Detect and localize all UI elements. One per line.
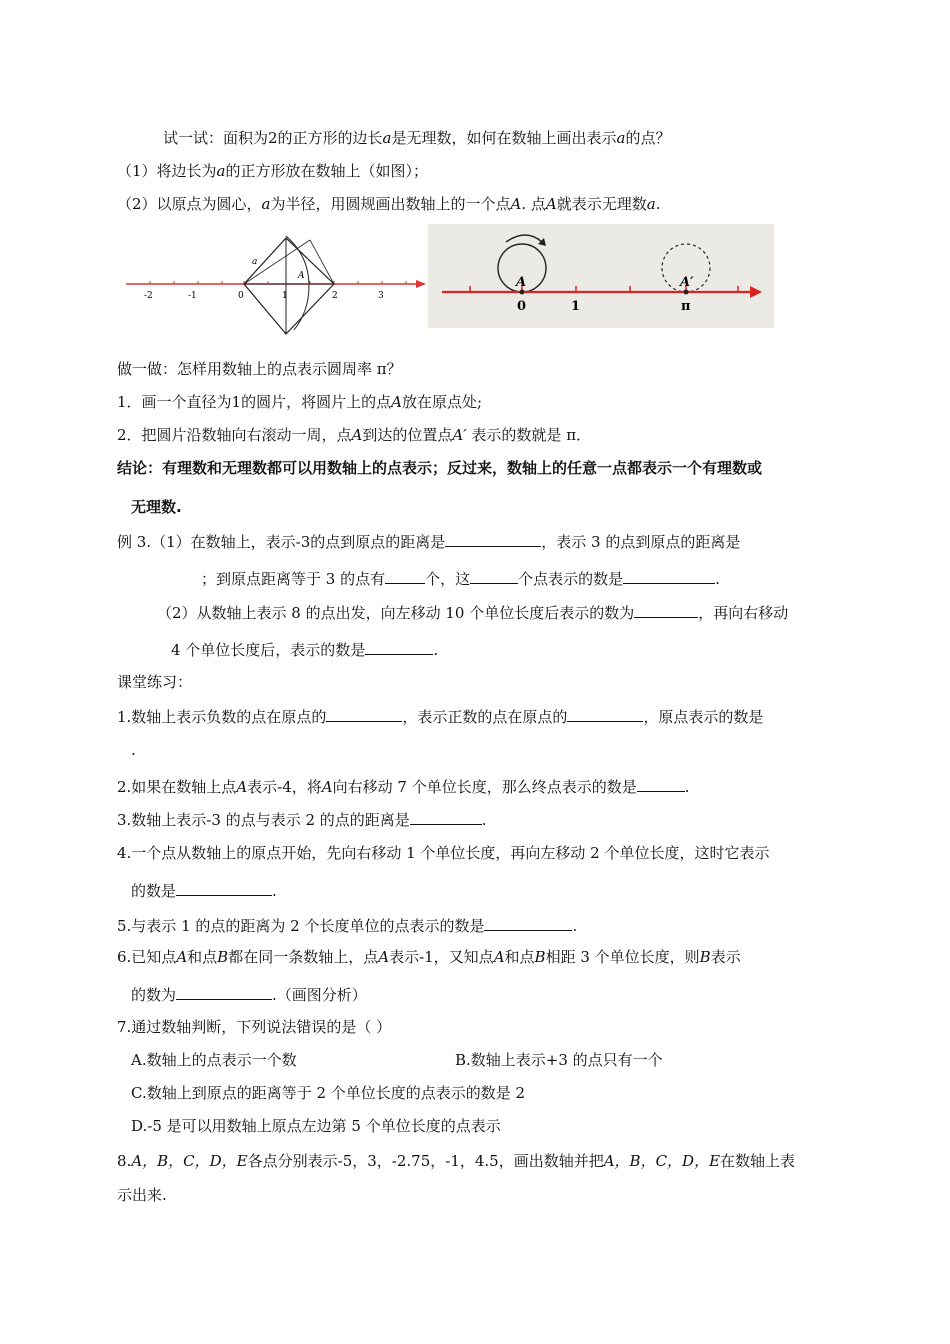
text: 就表示无理数 — [556, 195, 647, 213]
try-it-step1 — [117, 161, 428, 181]
text: ，表示 3 的点到原点的距离是 — [541, 533, 741, 551]
text: （2）从数轴上表示 8 的点出发，向左移动 10 个单位长度后表示的数为 — [157, 604, 635, 622]
text: 向右移动 7 个单位长度，那么终点表示的数是 — [332, 778, 637, 796]
rolling-circle-figure — [428, 224, 774, 328]
text: 的数是 — [131, 882, 177, 900]
text: 8. — [117, 1152, 132, 1170]
practice-q7: 7.通过数轴判断，下列说法错误的是（ ） — [117, 1018, 392, 1036]
practice-q5 — [117, 914, 577, 936]
var-A-prime: A′ — [452, 426, 467, 444]
try-it-step2 — [117, 194, 661, 214]
practice-q2 — [117, 775, 690, 797]
var-A: A — [510, 195, 522, 213]
text: 试一试：面积为2的正方形的边长 — [163, 129, 383, 147]
answer-blank[interactable] — [176, 983, 272, 1000]
text: . — [272, 882, 277, 900]
q7-option-B[interactable]: B.数轴上表示+3 的点只有一个 — [455, 1051, 663, 1069]
text: 6.已知点 — [117, 948, 177, 966]
tick-pi: π — [681, 299, 691, 314]
answer-blank[interactable] — [176, 879, 272, 896]
text: 表示的数就是 π． — [466, 426, 592, 444]
conclusion-label: 结论： — [117, 459, 163, 477]
text: 都在同一条数轴上，点 — [228, 948, 379, 966]
text: . — [715, 570, 720, 588]
var-A: A — [391, 393, 402, 411]
text: 1．画一个直径为1的圆片，将圆片上的点 — [117, 393, 392, 411]
text: 放在原点处; — [401, 393, 482, 411]
tick-label: 1 — [282, 291, 288, 301]
axis-arrow — [416, 280, 426, 288]
text: 2.如果在数轴上点 — [117, 778, 237, 796]
text: ；到原点距离等于 3 的点有 — [201, 570, 386, 588]
conclusion-line1 — [117, 458, 762, 478]
text: . — [684, 778, 690, 796]
figure-background — [428, 224, 774, 328]
practice-q1-end: . — [131, 741, 136, 759]
answer-blank[interactable] — [567, 705, 643, 722]
text: ，表示正数的点在原点的 — [402, 708, 568, 726]
tick-label: -1 — [188, 291, 197, 301]
practice-q4: 4.一个点从数轴上的原点开始，先向右移动 1 个单位长度，再向左移动 2 个单位长度，这时它表示 — [117, 844, 770, 862]
text: . 点 — [521, 195, 546, 213]
q7-option-A[interactable]: A.数轴上的点表示一个数 — [131, 1051, 297, 1069]
text: ，再向右移动 — [698, 604, 789, 622]
practice-title: 课堂练习： — [117, 673, 193, 691]
var-A: A — [236, 778, 248, 796]
text: 到达的位置点 — [362, 426, 453, 444]
text: 表示-4，将 — [247, 778, 322, 796]
text: 在数轴上表 — [720, 1152, 796, 1170]
q7-option-D[interactable]: D.-5 是可以用数轴上原点左边第 5 个单位长度的点表示 — [131, 1117, 501, 1135]
answer-blank[interactable] — [385, 567, 425, 584]
label-A-prime: A′ — [680, 275, 694, 290]
text: . — [433, 641, 439, 659]
answer-blank[interactable] — [470, 567, 518, 584]
var-B: B — [699, 948, 711, 966]
practice-q8 — [117, 1151, 795, 1171]
text: 有理数和无理数都可以用数轴上的点表示；反过来，数轴上的任意一点都表示一个有理数或 — [162, 459, 763, 477]
var-a: a — [216, 162, 226, 180]
point-A-prime — [684, 290, 689, 295]
text: 例 3.（1）在数轴上，表示-3的点到原点的距离是 — [117, 533, 446, 551]
var-a: a — [261, 195, 271, 213]
try-it-intro — [163, 128, 670, 148]
do-it-title: 做一做：怎样用数轴上的点表示圆周率 π？ — [117, 360, 402, 378]
text: 2．把圆片沿数轴向右滚动一周，点 — [117, 426, 352, 444]
tick-label: -2 — [144, 291, 153, 301]
answer-blank[interactable] — [634, 601, 698, 618]
text: 和点 — [504, 948, 535, 966]
text: 的数为 — [131, 986, 177, 1004]
practice-q3 — [117, 808, 487, 830]
var-a: a — [646, 195, 656, 213]
practice-q6-cont — [131, 983, 367, 1005]
label-A: A — [516, 275, 527, 290]
var-B: B — [217, 948, 229, 966]
vars: A，B，C，D，E — [603, 1152, 721, 1170]
text: . — [572, 917, 578, 935]
text: 个，这 — [425, 570, 471, 588]
q7-option-C[interactable]: C.数轴上到原点的距离等于 2 个单位长度的点表示的数是 2 — [131, 1084, 526, 1102]
label-a: a — [252, 257, 258, 267]
square-on-number-line-figure — [124, 226, 429, 336]
answer-blank[interactable] — [365, 638, 433, 655]
var-A: A — [351, 426, 363, 444]
tick-label: 2 — [332, 291, 338, 301]
tick-label: 0 — [238, 291, 244, 301]
var-A: A — [493, 948, 505, 966]
vars: A，B，C，D，E — [131, 1152, 248, 1170]
practice-q4-cont — [131, 879, 277, 901]
var-A: A — [545, 195, 557, 213]
text: 表示 — [710, 948, 741, 966]
answer-blank[interactable] — [623, 567, 715, 584]
answer-blank[interactable] — [410, 808, 482, 825]
text: （1）将边长为 — [117, 162, 217, 180]
text: 5.与表示 1 的点的距离为 2 个长度单位的点表示的数是 — [117, 917, 485, 935]
text: 是无理数，如何在数轴上画出表示 — [391, 129, 617, 147]
do-it-step2 — [117, 425, 591, 445]
square-shape — [244, 238, 334, 334]
example3-line4 — [171, 638, 438, 660]
practice-q1 — [117, 705, 763, 727]
example3-line3 — [157, 601, 788, 623]
point-A — [520, 290, 525, 295]
text: 各点分别表示-5，3，-2.75，-1，4.5，画出数轴并把 — [247, 1152, 604, 1170]
text: 的正方形放在数轴上（如图）； — [225, 162, 429, 180]
var-A: A — [321, 778, 333, 796]
text: 为半径，用圆规画出数轴上的一个点 — [270, 195, 511, 213]
text: 1.数轴上表示负数的点在原点的 — [117, 708, 327, 726]
answer-blank[interactable] — [637, 775, 685, 792]
text: . — [655, 195, 661, 213]
answer-blank[interactable] — [445, 530, 541, 547]
tick-label: 3 — [378, 291, 384, 301]
tick-1: 1 — [571, 299, 581, 314]
compass-arc — [286, 236, 309, 330]
text: 的点？ — [625, 129, 671, 147]
text: .（画图分析） — [272, 986, 367, 1004]
var-A: A — [378, 948, 390, 966]
text: （2）以原点为圆心， — [117, 195, 262, 213]
text: 4 个单位长度后，表示的数是 — [171, 641, 366, 659]
practice-q6 — [117, 947, 741, 967]
var-B: B — [534, 948, 546, 966]
tick-0: 0 — [517, 299, 527, 314]
var-a: a — [616, 129, 626, 147]
text: 相距 3 个单位长度，则 — [545, 948, 700, 966]
var-a: a — [382, 129, 392, 147]
text: . — [481, 811, 487, 829]
text: 个点表示的数是 — [518, 570, 624, 588]
practice-q8-cont: 示出来. — [117, 1186, 167, 1204]
conclusion-line2: 无理数. — [131, 498, 182, 516]
text: 表示-1，又知点 — [389, 948, 494, 966]
text: ，原点表示的数是 — [643, 708, 764, 726]
label-A: A — [298, 271, 305, 281]
answer-blank[interactable] — [326, 705, 402, 722]
do-it-step1 — [117, 392, 482, 412]
example3-line1 — [117, 530, 740, 552]
text: 3.数轴上表示-3 的点与表示 2 的点的距离是 — [117, 811, 410, 829]
text: 和点 — [187, 948, 218, 966]
square-inner-line-2 — [310, 240, 334, 284]
example3-line2 — [201, 567, 720, 589]
answer-blank[interactable] — [484, 914, 572, 931]
var-A: A — [176, 948, 188, 966]
